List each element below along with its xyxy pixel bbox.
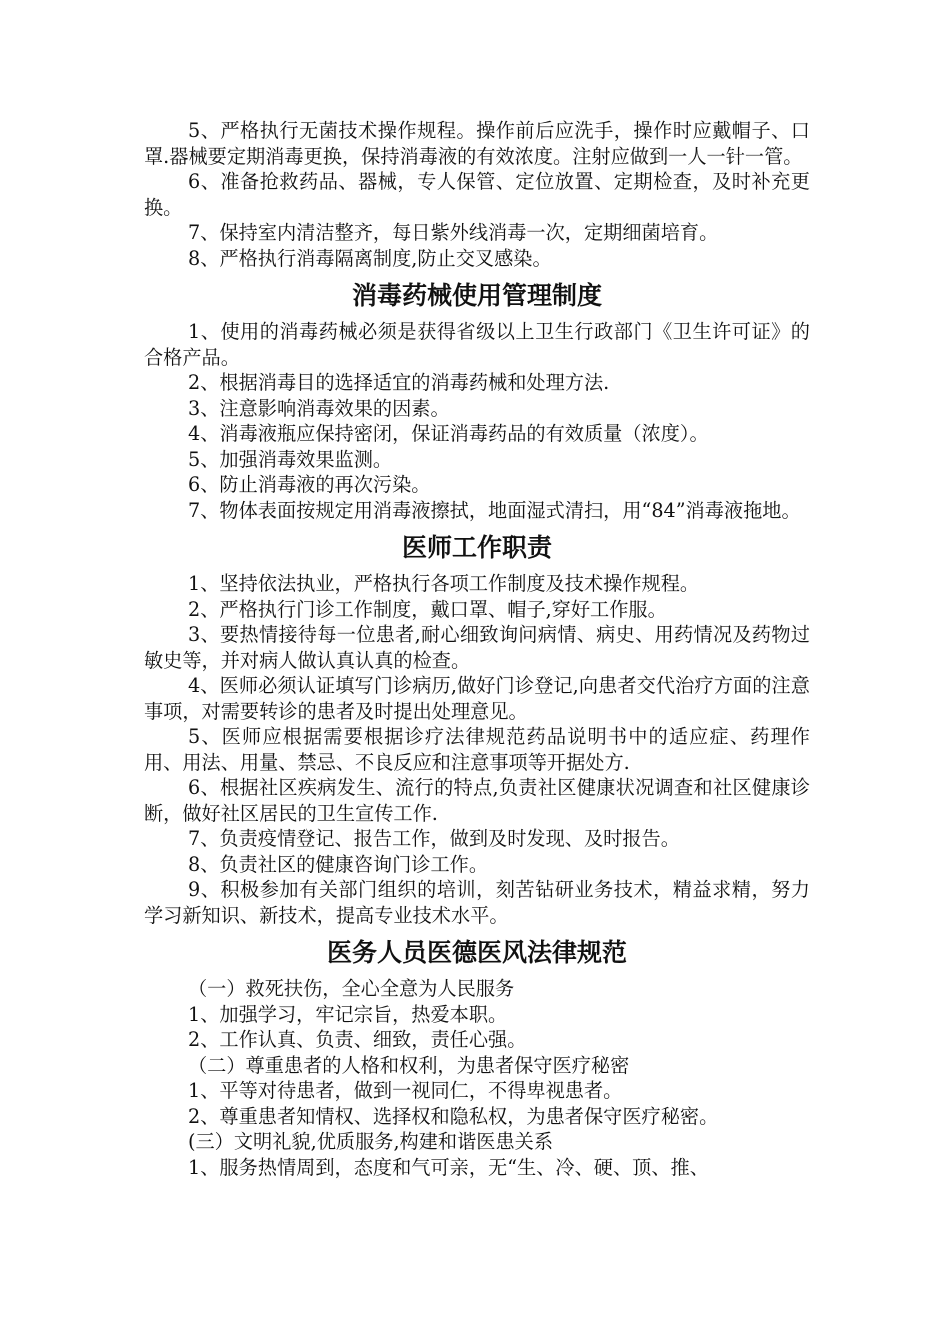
paragraph: 6、防止消毒液的再次污染。 [188, 473, 431, 496]
paragraph: 2、尊重患者知情权、选择权和隐私权，为患者保守医疗秘密。 [188, 1104, 719, 1128]
section-disinfectant-management [144, 271, 810, 523]
paragraph: 4、消毒液瓶应保持密闭，保证消毒药品的有效质量（浓度）。 [188, 422, 709, 445]
paragraph: 4、医师必须认证填写门诊病历,做好门诊登记,向患者交代治疗方面的注意事项，对需要转诊的患者及时提出处理意见。 [144, 674, 810, 723]
paragraph: 1、服务热情周到，态度和气可亲，无“生、冷、硬、顶、推、 [188, 1155, 709, 1179]
paragraph: 2、严格执行门诊工作制度，戴口罩、帽子,穿好工作服。 [188, 597, 667, 621]
paragraph: 5、医师应根据需要根据诊疗法律规范药品说明书中的适应症、药理作用、用法、用量、禁忌、不良反应和注意事项等开据处方. [144, 725, 810, 774]
paragraph: 6、准备抢救药品、器械，专人保管、定位放置、定期检查，及时补充更换。 [144, 170, 810, 219]
section-medical-ethics [144, 928, 810, 1180]
paragraph: 8、严格执行消毒隔离制度,防止交叉感染。 [188, 246, 552, 270]
paragraph: 8、负责社区的健康咨询门诊工作。 [188, 852, 489, 876]
paragraph: 1、使用的消毒药械必须是获得省级以上卫生行政部门《卫生许可证》的合格产品。 [144, 320, 810, 369]
paragraph: 7、负责疫情登记、报告工作，做到及时发现、及时报告。 [188, 827, 680, 850]
paragraph: 1、坚持依法执业，严格执行各项工作制度及技术操作规程。 [188, 572, 700, 595]
paragraph: 9、积极参加有关部门组织的培训，刻苦钻研业务技术，精益求精，努力学习新知识、新技术，提高专业技术水平。 [144, 878, 810, 927]
paragraph: 7、保持室内清洁整齐，每日紫外线消毒一次，定期细菌培育。 [188, 221, 719, 244]
paragraph: 2、根据消毒目的选择适宜的消毒药械和处理方法. [188, 371, 610, 394]
section-heading: 消毒药械使用管理制度 [351, 281, 602, 310]
section-heading: 医师工作职责 [401, 533, 552, 562]
paragraph: （一）救死扶伤，全心全意为人民服务 [188, 977, 515, 1000]
paragraph: 5、严格执行无菌技术操作规程。操作前后应洗手，操作时应戴帽子、口罩.器械要定期消毒更换，保持消毒液的有效浓度。注射应做到一人一针一管。 [144, 119, 810, 168]
paragraph: （二）尊重患者的人格和权利，为患者保守医疗秘密 [188, 1053, 630, 1077]
document-body [144, 118, 810, 1180]
paragraph: 3、要热情接待每一位患者,耐心细致询问病情、病史、用药情况及药物过敏史等，并对病人做认真认真的检查。 [144, 623, 810, 672]
paragraph: 3、注意影响消毒效果的因素。 [188, 396, 450, 420]
paragraph: 2、工作认真、负责、细致，责任心强。 [188, 1028, 527, 1051]
paragraph: 1、平等对待患者，做到一视同仁，不得卑视患者。 [188, 1079, 623, 1102]
section-heading: 医务人员医德医风法律规范 [326, 938, 627, 967]
paragraph: 5、加强消毒效果监测。 [188, 447, 393, 471]
paragraph: 7、物体表面按规定用消毒液擦拭，地面湿式清扫，用“84”消毒液拖地。 [188, 498, 801, 522]
paragraph: (三）文明礼貌,优质服务,构建和谐医患关系 [188, 1130, 554, 1153]
section-physician-duties [144, 523, 810, 928]
section-disinfection-continued [144, 118, 810, 271]
paragraph: 6、根据社区疾病发生、流行的特点,负责社区健康状况调查和社区健康诊断，做好社区居民的卫生宣传工作. [144, 776, 810, 825]
paragraph: 1、加强学习，牢记宗旨，热爱本职。 [188, 1002, 508, 1026]
